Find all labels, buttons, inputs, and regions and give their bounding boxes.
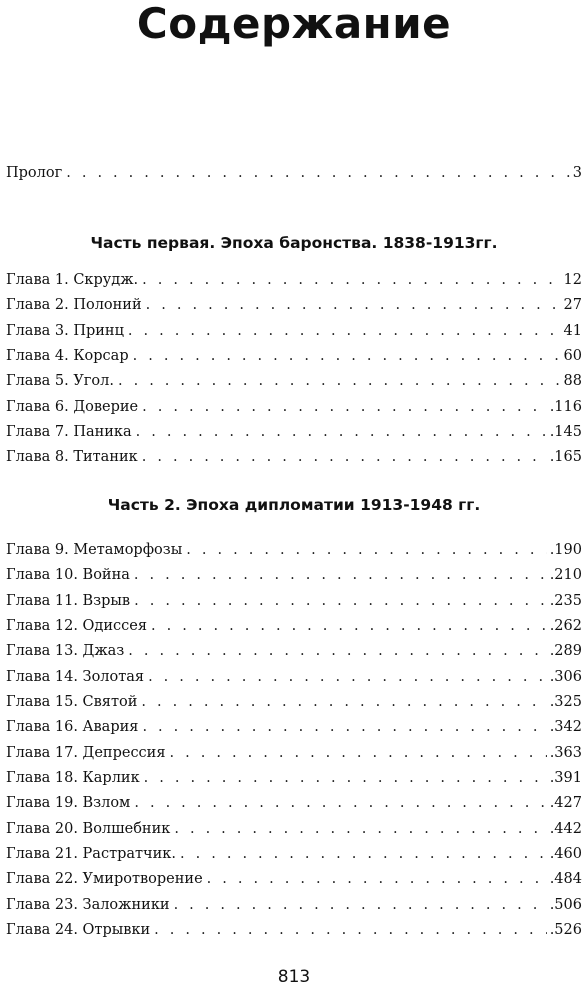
toc-entry-label: Глава 1. Скрудж.	[6, 272, 139, 288]
toc-entry-label: Глава 10. Война	[6, 567, 130, 584]
dot-leader	[134, 793, 546, 813]
page-title: Содержание	[136, 0, 452, 48]
toc-entry[interactable]	[6, 397, 582, 417]
toc-entry-label: Глава 16. Авария	[6, 719, 139, 736]
toc-entry[interactable]	[6, 447, 582, 467]
toc-entry-page: .526	[549, 922, 582, 938]
dot-leader	[141, 692, 546, 712]
toc-entry-label: Глава 12. Одиссея	[6, 618, 147, 634]
toc-entry-page: 27	[563, 297, 582, 314]
toc-entry[interactable]	[6, 895, 582, 915]
dot-leader	[174, 819, 546, 839]
toc-entry-label: Глава 19. Взлом	[6, 795, 131, 812]
toc-entry[interactable]	[6, 641, 582, 661]
toc-entry-page: 41	[563, 322, 582, 339]
dot-leader	[118, 371, 561, 391]
toc-entry-page: .427	[549, 795, 582, 812]
toc-entry-page: .460	[549, 846, 582, 862]
dot-leader	[174, 895, 547, 915]
toc-entry-page: 88	[563, 373, 582, 390]
toc-entry[interactable]	[6, 616, 582, 636]
toc-entry[interactable]	[6, 270, 582, 290]
toc-entry[interactable]	[6, 844, 582, 864]
toc-entry-label: Глава 20. Волшебник	[6, 820, 171, 837]
toc-entry-label: Глава 22. Умиротворение	[6, 871, 203, 888]
dot-leader	[148, 667, 547, 687]
toc-entry-prologue[interactable]	[6, 163, 582, 183]
dot-leader	[170, 743, 547, 763]
dot-leader	[136, 422, 547, 442]
toc-entry[interactable]	[6, 371, 582, 391]
toc-entry[interactable]	[6, 793, 582, 813]
toc-entry-page: .342	[549, 719, 582, 736]
toc-entry[interactable]	[6, 295, 582, 315]
toc-entry[interactable]	[6, 591, 582, 611]
dot-leader	[142, 397, 547, 417]
toc-entry[interactable]	[6, 346, 582, 366]
toc-entry-label: Глава 4. Корсар	[6, 348, 129, 364]
toc-entry-label: Глава 15. Святой	[6, 694, 138, 710]
dot-leader	[180, 844, 547, 864]
toc-entry-label: Глава 24. Отрывки	[6, 922, 151, 938]
toc-entry-page: .506	[549, 896, 582, 913]
toc-entry-label: Глава 6. Доверие	[6, 398, 139, 415]
dot-leader	[134, 565, 547, 585]
toc-entry[interactable]	[6, 819, 582, 839]
toc-entry-label: Глава 18. Карлик	[6, 770, 140, 786]
toc-entry[interactable]	[6, 920, 582, 940]
dot-leader	[146, 295, 561, 315]
toc-entry-page: 12	[563, 272, 582, 288]
toc-entry-page: .484	[549, 871, 582, 888]
part-heading-2: Часть 2. Эпоха дипломатии 1913-1948 гг.	[107, 496, 481, 514]
toc-entry-page: .363	[549, 744, 582, 761]
toc-entry-label: Пролог	[6, 165, 63, 181]
toc-entry-page: .262	[549, 618, 582, 634]
toc-entry[interactable]	[6, 743, 582, 763]
page-number: 813	[277, 967, 311, 987]
toc-entry-page: .235	[549, 592, 582, 609]
toc-entry-label: Глава 9. Метаморфозы	[6, 542, 183, 558]
toc-entry-label: Глава 17. Депрессия	[6, 744, 166, 761]
toc-entry-page: .165	[549, 449, 582, 466]
dot-leader	[142, 447, 547, 467]
dot-leader	[151, 616, 547, 636]
toc-entry-label: Глава 2. Полоний	[6, 297, 142, 314]
toc-entry-page: .391	[549, 770, 582, 786]
toc-entry[interactable]	[6, 565, 582, 585]
toc-entry[interactable]	[6, 321, 582, 341]
toc-entry-page: .325	[549, 694, 582, 710]
toc-entry-label: Глава 11. Взрыв	[6, 592, 131, 609]
dot-leader	[66, 163, 570, 183]
toc-entry-page: .289	[549, 643, 582, 660]
dot-leader	[186, 540, 546, 560]
toc-entry-label: Глава 7. Паника	[6, 424, 132, 440]
dot-leader	[142, 717, 546, 737]
toc-entry-label: Глава 13. Джаз	[6, 643, 125, 660]
toc-entry-label: Глава 23. Заложники	[6, 896, 170, 913]
dot-leader	[207, 869, 547, 889]
toc-entry-label: Глава 8. Титаник	[6, 449, 138, 466]
dot-leader	[133, 346, 561, 366]
dot-leader	[154, 920, 547, 940]
dot-leader	[134, 591, 547, 611]
part-heading-1: Часть первая. Эпоха баронства. 1838-1913гг.	[90, 234, 498, 252]
toc-entry-page: .190	[549, 542, 582, 558]
toc-entry-page: .116	[549, 398, 582, 415]
dot-leader	[142, 270, 560, 290]
toc-entry[interactable]	[6, 717, 582, 737]
toc-entry-page: 60	[563, 348, 582, 364]
toc-entry-page: .145	[549, 424, 582, 440]
toc-entry-page: 3	[572, 165, 582, 181]
dot-leader	[128, 321, 561, 341]
toc-entry[interactable]	[6, 540, 582, 560]
toc-entry-label: Глава 3. Принц	[6, 322, 124, 339]
toc-entry-label: Глава 5. Угол.	[6, 373, 114, 390]
toc-entry[interactable]	[6, 692, 582, 712]
dot-leader	[144, 768, 547, 788]
toc-entry-page: .306	[549, 668, 582, 685]
toc-entry-page: .442	[549, 820, 582, 837]
dot-leader	[128, 641, 546, 661]
toc-entry[interactable]	[6, 667, 582, 687]
toc-entry-label: Глава 21. Растратчик.	[6, 846, 176, 862]
toc-entry[interactable]	[6, 869, 582, 889]
toc-entry[interactable]	[6, 768, 582, 788]
toc-entry-page: .210	[549, 567, 582, 584]
toc-entry[interactable]	[6, 422, 582, 442]
toc-entry-label: Глава 14. Золотая	[6, 668, 145, 685]
